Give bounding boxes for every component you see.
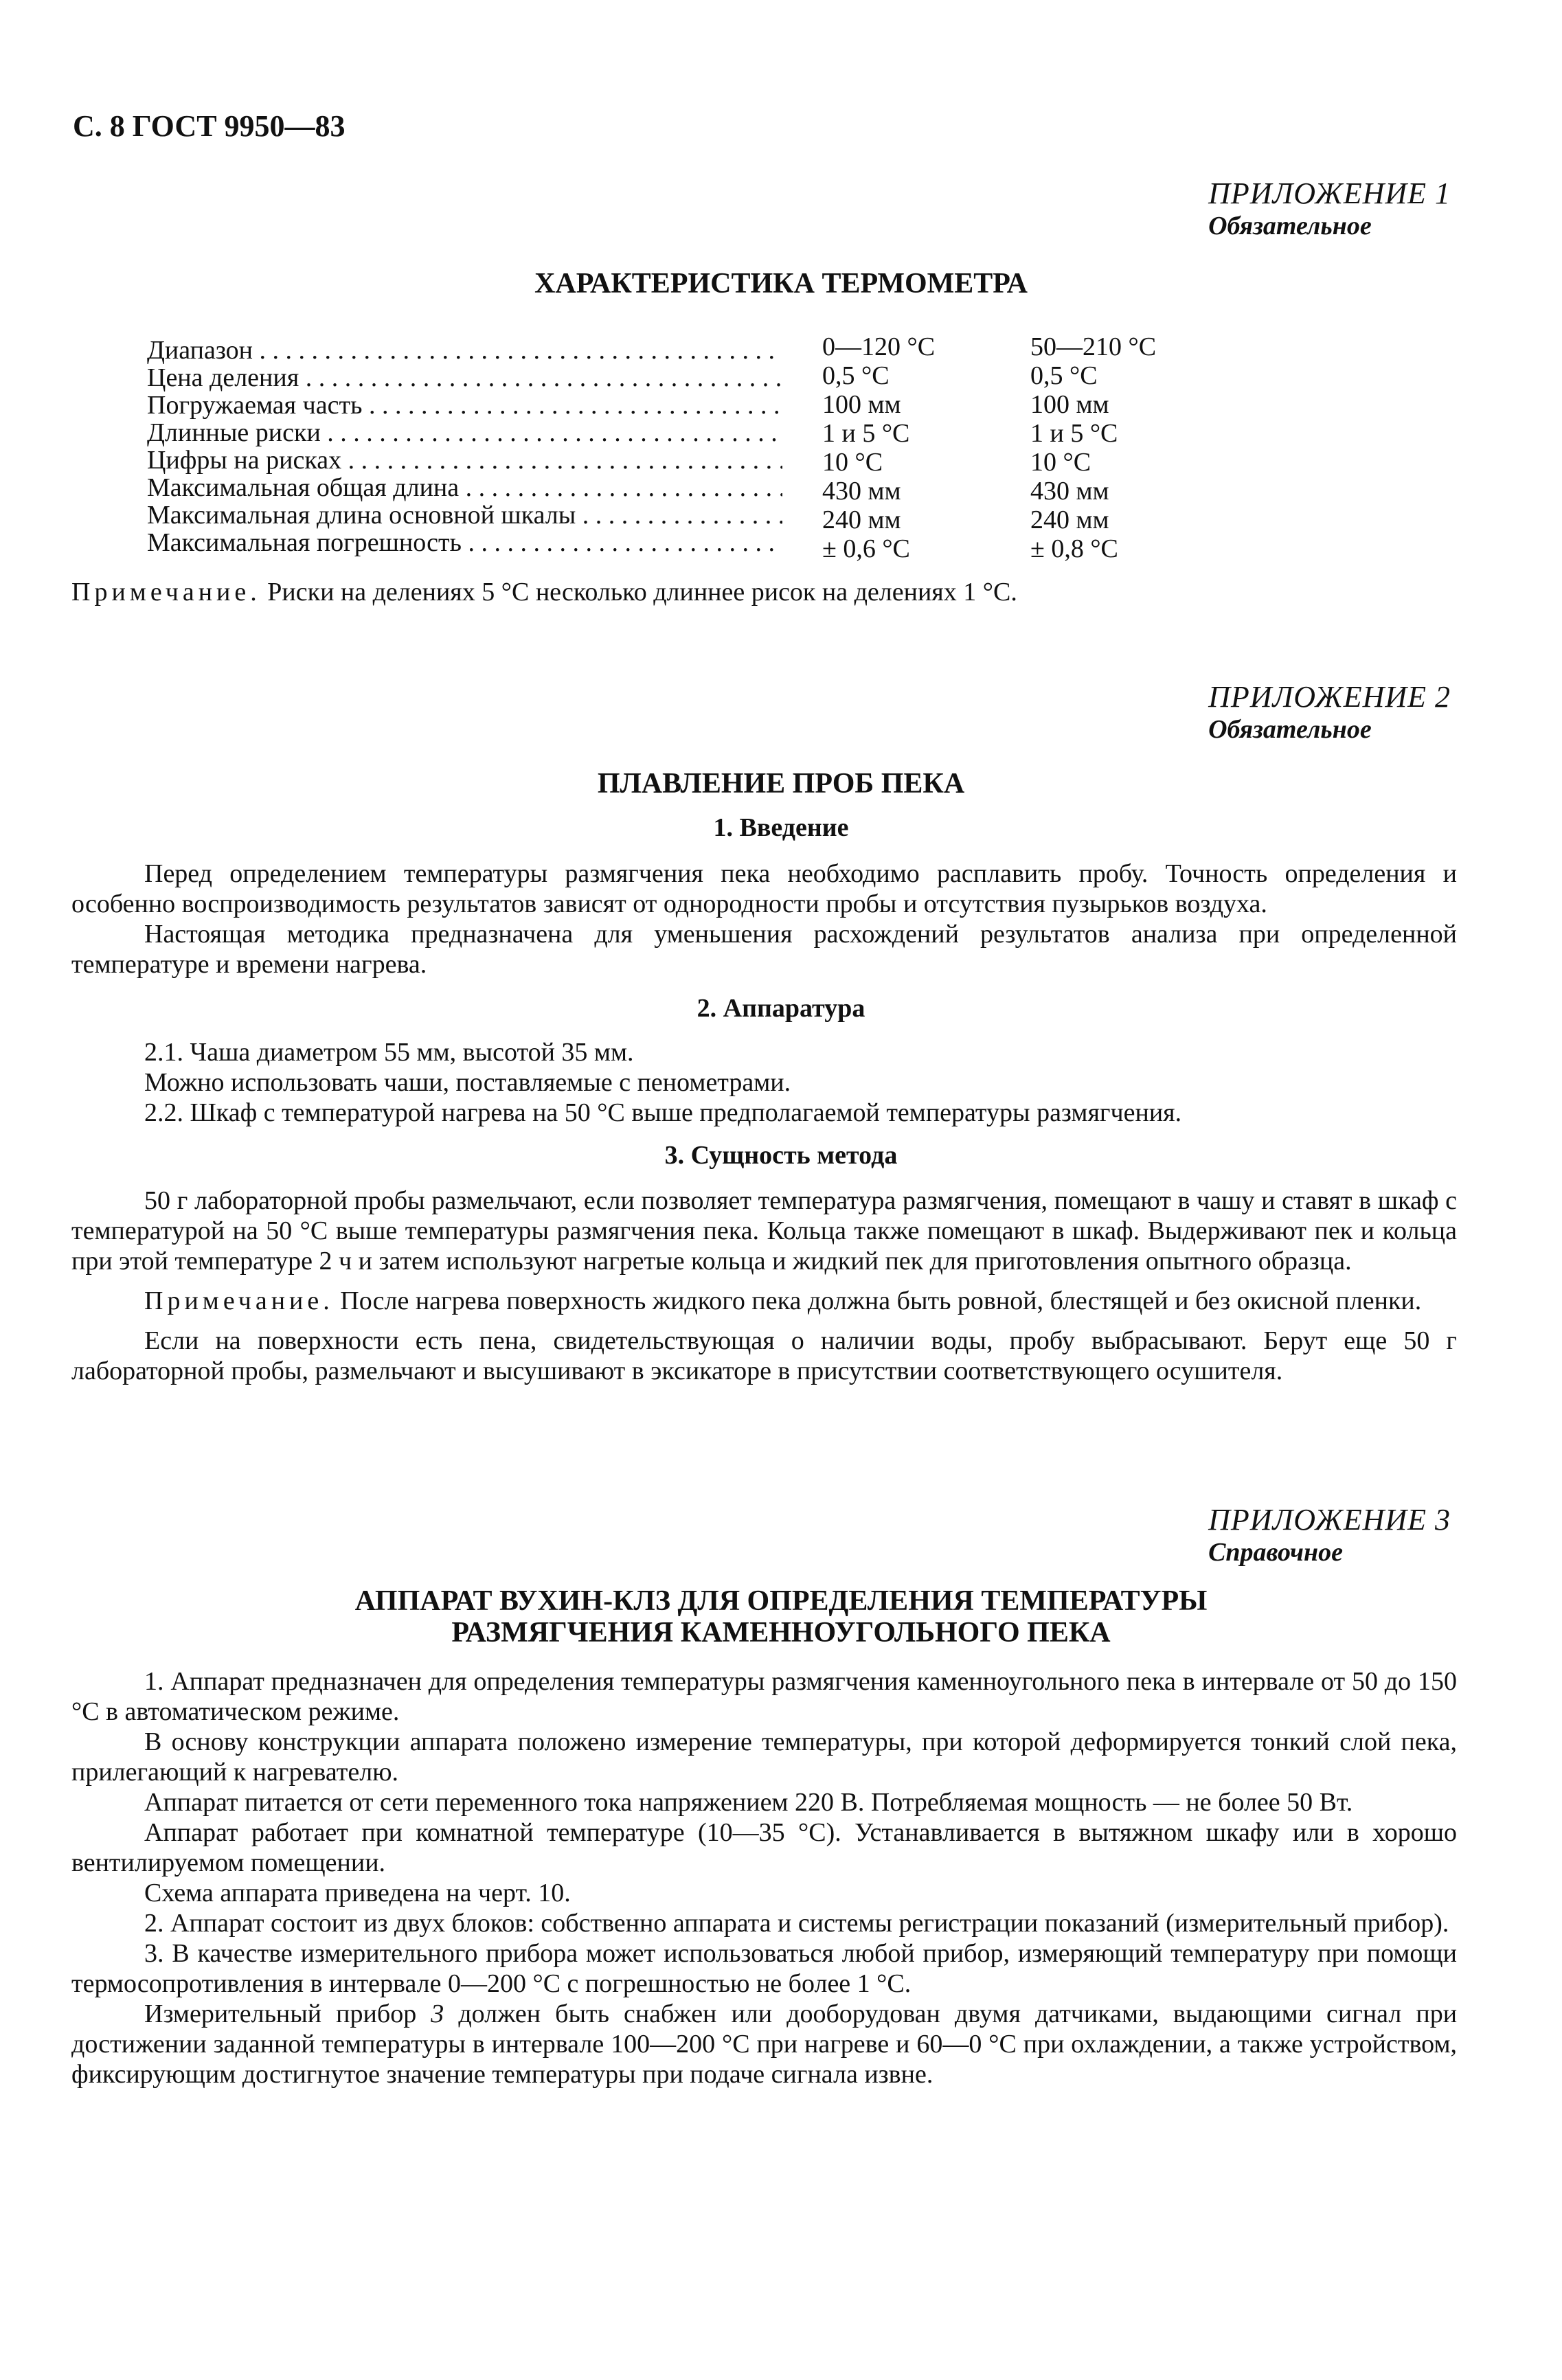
note-label: Примечание. — [71, 578, 261, 607]
spec-value: 100 мм — [822, 390, 901, 419]
paragraph: Перед определением температуры размягчения пека необходимо расплавить пробу. Точность определения и особенно воспроизводимость результатов зависят от однородности пробы и отсутствия пузырьков воздуха. — [71, 859, 1457, 918]
appendix-2-label — [1208, 680, 1451, 745]
apparatus-heading-line-2: РАЗМЯГЧЕНИЯ КАМЕННОУГОЛЬНОГО ПЕКА — [451, 1617, 1111, 1648]
spec-label: Максимальная длина основной шкалы . . . — [147, 501, 782, 529]
spec-value: 240 мм — [822, 506, 901, 534]
spec-value: 10 °С — [1030, 448, 1091, 477]
text-run: Измерительный прибор — [144, 1999, 417, 2028]
spec-value: 100 мм — [1030, 390, 1109, 419]
appendix-1-subtitle: Обязательное — [1208, 212, 1372, 240]
spec-label: Длинные риски . . . — [147, 419, 782, 446]
paragraph: 1. Аппарат предназначен для определения температуры размягчения каменноугольного пека в интервале от 50 до 150 °С в автоматическом режиме. — [71, 1667, 1457, 1726]
spec-value: 1 и 5 °С — [1030, 419, 1118, 448]
paragraph: Аппарат работает при комнатной температуре (10—35 °С). Устанавливается в вытяжном шкафу или в хорошо вентилируемом помещении. — [71, 1818, 1457, 1877]
spec-value: 240 мм — [1030, 506, 1109, 534]
page-header: С. 8 ГОСТ 9950—83 — [73, 109, 346, 143]
paragraph: Схема аппарата приведена на черт. 10. — [144, 1879, 571, 1907]
spec-label: Максимальная погрешность . . . — [147, 529, 782, 556]
note-text: После нагрева поверхность жидкого пека должна быть ровной, блестящей и без окисной пленки. — [340, 1287, 1422, 1315]
note-label: Примечание. — [144, 1287, 334, 1315]
spec-value: 50—210 °С — [1030, 332, 1157, 361]
paragraph: Если на поверхности есть пена, свидетельствующая о наличии воды, пробу выбрасывают. Берут еще 50 г лабораторной пробы, размельчают и высушивают в эксикаторе в присутствии соответствующего осушителя. — [71, 1326, 1457, 1385]
paragraph: 3. В качестве измерительного прибора может использоваться любой прибор, измеряющий температуру при помощи термосопротивления в интервале 0—200 °С с погрешностью не более 1 °С. — [71, 1939, 1457, 1998]
appendix-1-label — [1208, 177, 1451, 241]
appendix-3-title: ПРИЛОЖЕНИЕ 3 — [1208, 1503, 1451, 1537]
paragraph: 2. Аппарат состоит из двух блоков: собственно аппарата и системы регистрации показаний (измерительный прибор). — [144, 1909, 1449, 1938]
spec-label: Цена деления . . . — [147, 364, 782, 392]
spec-label: Диапазон . . . — [147, 337, 782, 364]
section-3-body — [71, 1186, 1457, 1386]
appendix-1-title: ПРИЛОЖЕНИЕ 1 — [1208, 177, 1451, 210]
spec-values-col1 — [822, 332, 935, 563]
spec-value: 1 и 5 °С — [822, 419, 910, 448]
spec-value: 430 мм — [822, 477, 901, 506]
section-1-title: 1. Введение — [713, 813, 849, 842]
paragraph: Можно использовать чаши, поставляемые с пенометрами. — [144, 1068, 791, 1097]
appendix-3-body — [71, 1666, 1457, 2089]
spec-value: ± 0,8 °С — [1030, 534, 1118, 563]
spec-value: 0,5 °С — [1030, 361, 1098, 390]
section-3-title: 3. Сущность метода — [664, 1141, 898, 1170]
section-2-body — [71, 1037, 1457, 1128]
paragraph-measuring-device — [71, 1999, 1457, 2089]
spec-value: 10 °С — [822, 448, 883, 477]
melting-heading: ПЛАВЛЕНИЕ ПРОБ ПЕКА — [597, 768, 965, 800]
appendix-3-subtitle: Справочное — [1208, 1538, 1343, 1567]
note-text: Риски на делениях 5 °С несколько длиннее рисок на делениях 1 °С. — [267, 578, 1017, 607]
appendix-2-title: ПРИЛОЖЕНИЕ 2 — [1208, 680, 1451, 714]
section-2-title: 2. Аппаратура — [697, 994, 865, 1023]
appendix-2-subtitle: Обязательное — [1208, 715, 1372, 744]
paragraph: 2.1. Чаша диаметром 55 мм, высотой 35 мм. — [144, 1038, 634, 1067]
spec-value: 0,5 °С — [822, 361, 890, 390]
paragraph: 50 г лабораторной пробы размельчают, если позволяет температура размягчения, помещают в чашу и ставят в шкаф с температурой на 50 °С выше температуры размягчения пека. Кольца также помещают в шкаф. Выдерживают пек и кольца при этой температуре 2 ч и затем используют нагретые кольца и жидкий пек для приготовления опытного образца. — [71, 1186, 1457, 1276]
appendix-3-label — [1208, 1503, 1451, 1567]
spec-values-col2 — [1030, 332, 1156, 563]
apparatus-heading-line-1: АППАРАТ ВУХИН-КЛЗ ДЛЯ ОПРЕДЕЛЕНИЯ ТЕМПЕРАТУРЫ — [354, 1585, 1208, 1617]
text-run: должен быть снабжен или дооборудован двумя датчиками, выдающими сигнал при достижении заданной температуры в интервале 100—200 °С при нагреве и 60—0 °С при охлаждении, а также устройством, фиксирующим достигнутое значение температуры при подаче сигнала извне. — [71, 1999, 1458, 2089]
appendix-1-note — [71, 577, 1457, 607]
section-3-note — [71, 1286, 1457, 1316]
spec-value: ± 0,6 °С — [822, 534, 910, 563]
spec-labels — [147, 337, 782, 556]
thermometer-heading: ХАРАКТЕРИСТИКА ТЕРМОМЕТРА — [534, 268, 1028, 299]
paragraph: Аппарат питается от сети переменного тока напряжением 220 В. Потребляемая мощность — не более 50 Вт. — [144, 1788, 1353, 1817]
paragraph: Настоящая методика предназначена для уменьшения расхождений результатов анализа при определенной температуре и времени нагрева. — [71, 920, 1457, 979]
spec-label: Максимальная общая длина . . . — [147, 474, 782, 501]
spec-value: 0—120 °С — [822, 332, 936, 361]
item-number: 3 — [431, 1999, 444, 2028]
paragraph: 2.2. Шкаф с температурой нагрева на 50 °С выше предполагаемой температуры размягчения. — [144, 1098, 1182, 1127]
section-1-body — [71, 859, 1457, 979]
paragraph: В основу конструкции аппарата положено измерение температуры, при которой деформируется тонкий слой пека, прилегающий к нагревателю. — [71, 1727, 1457, 1787]
spec-label: Цифры на рисках . . . — [147, 446, 782, 474]
spec-value: 430 мм — [1030, 477, 1109, 506]
spec-label: Погружаемая часть . . . — [147, 392, 782, 419]
